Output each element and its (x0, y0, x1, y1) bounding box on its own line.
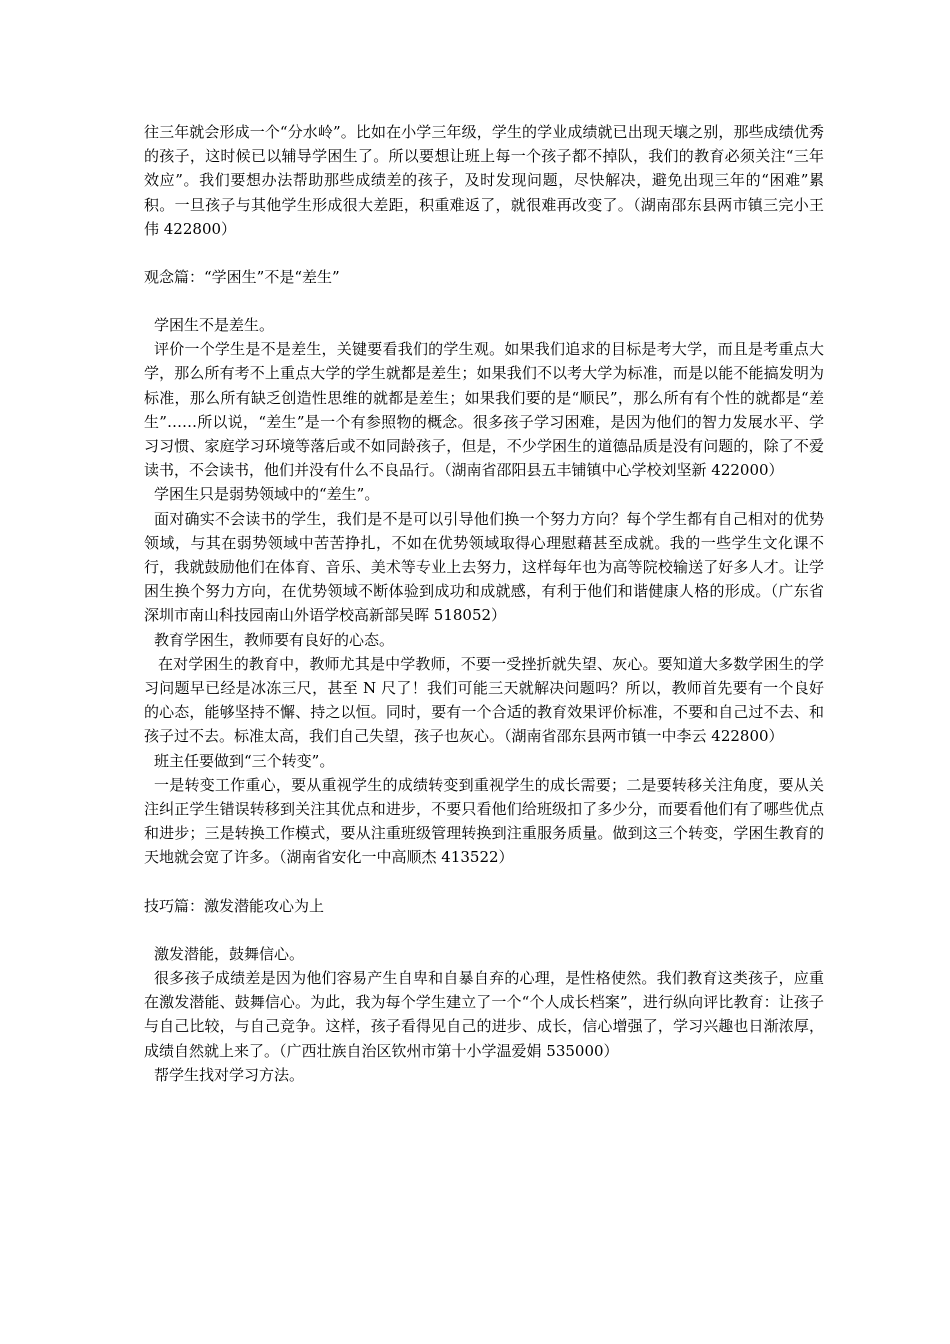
subheading-teacher-mindset: 教育学困生，教师要有良好的心态。 (154, 630, 395, 649)
subheading-study-method: 帮学生找对学习方法。 (154, 1065, 305, 1084)
intro-paragraph: 往三年就会形成一个“分水岭”。比如在小学三年级，学生的学业成绩就已出现天壤之别，那些成绩优秀的孩子，这时候已以辅导学困生了。所以要想让班上每一个孩子都不掉队，我们的教育必须关注“三年效应”。我们要想办法帮助那些成绩差的孩子，及时发现问题，尽快解决，避免出现三年的“困难”累积。一旦孩子与其他学生形成很大差距，积重难返了，就很难再改变了。（湖南邵东县两市镇三完小王伟 422800） (144, 123, 824, 238)
subheading-stimulate-potential: 激发潜能，鼓舞信心。 (154, 944, 305, 963)
subheading-not-poor-student: 学困生不是差生。 (154, 316, 275, 335)
subheading-weak-domain: 学困生只是弱势领域中的“差生”。 (154, 485, 380, 504)
spacer (144, 241, 824, 265)
spacer (144, 870, 824, 894)
subheading-three-changes: 班主任要做到“三个转变”。 (154, 751, 335, 770)
body-paragraph-teacher-mindset: 在对学困生的教育中，教师尤其是中学教师，不要一受挫折就失望、灰心。要知道大多数学困生的学习问题早已经是冰冻三尺，甚至 N 尺了！我们可能三天就解决问题吗？所以，教师首先要有一个良好的心态，能够坚持不懈、持之以恒。同时，要有一个合适的教育效果评价标准，不要和自己过不去、和孩子过不去。标准太高，我们自己失望，孩子也灰心。（湖南省邵东县两市镇一中李云 422800） (144, 654, 824, 746)
section-heading-concept: 观念篇：“学困生”不是“差生” (144, 268, 340, 287)
document-page (144, 120, 824, 1087)
body-paragraph-three-changes: 一是转变工作重心，要从重视学生的成绩转变到重视学生的成长需要；二是要转移关注角度，要从关注纠正学生错误转移到关注其优点和进步，不要只看他们给班级扣了多少分，而要看他们有了哪些优点和进步；三是转换工作模式，要从注重班级管理转换到注重服务质量。做到这三个转变，学困生教育的天地就会宽了许多。（湖南省安化一中高顺杰 413522） (144, 775, 824, 867)
body-paragraph-strength-domain: 面对确实不会读书的学生，我们是不是可以引导他们换一个努力方向？每个学生都有自己相对的优势领域，与其在弱势领域中苦苦挣扎，不如在优势领域取得心理慰藉甚至成就。我的一些学生文化课不行，我就鼓励他们在体育、音乐、美术等专业上去努力，这样每年也为高等院校输送了好多人才。让学困生换个努力方向，在优势领域不断体验到成功和成就感，有利于他们和谐健康人格的形成。（广东省深圳市南山科技园南山外语学校高新部吴晖 518052） (144, 509, 824, 625)
body-paragraph-student-view: 评价一个学生是不是差生，关键要看我们的学生观。如果我们追求的目标是考大学，而且是考重点大学，那么所有考不上重点大学的学生就都是差生；如果我们不以考大学为标准，而是以能不能搞发明为标准，那么所有缺乏创造性思维的就都是差生；如果我们要的是“顺民”，那么所有有个性的就都是“差生”……所以说，“差生”是一个有参照物的概念。很多孩子学习困难，是因为他们的智力发展水平、学习习惯、家庭学习环境等落后或不如同龄孩子，但是，不少学困生的道德品质是没有问题的，除了不爱读书，不会读书，他们并没有什么不良品行。（湖南省邵阳县五丰铺镇中心学校刘坚新 422000） (144, 340, 824, 480)
spacer (144, 289, 824, 313)
spacer (144, 918, 824, 942)
body-paragraph-growth-archive: 很多孩子成绩差是因为他们容易产生自卑和自暴自弃的心理，是性格使然。我们教育这类孩子，应重在激发潜能、鼓舞信心。为此，我为每个学生建立了一个“个人成长档案”，进行纵向评比教育：让孩子与自己比较，与自己竞争。这样，孩子看得见自己的进步、成长，信心增强了，学习兴趣也日渐浓厚，成绩自然就上来了。（广西壮族自治区钦州市第十小学温爱娟 535000） (144, 968, 824, 1060)
section-heading-technique: 技巧篇：激发潜能攻心为上 (144, 896, 325, 915)
